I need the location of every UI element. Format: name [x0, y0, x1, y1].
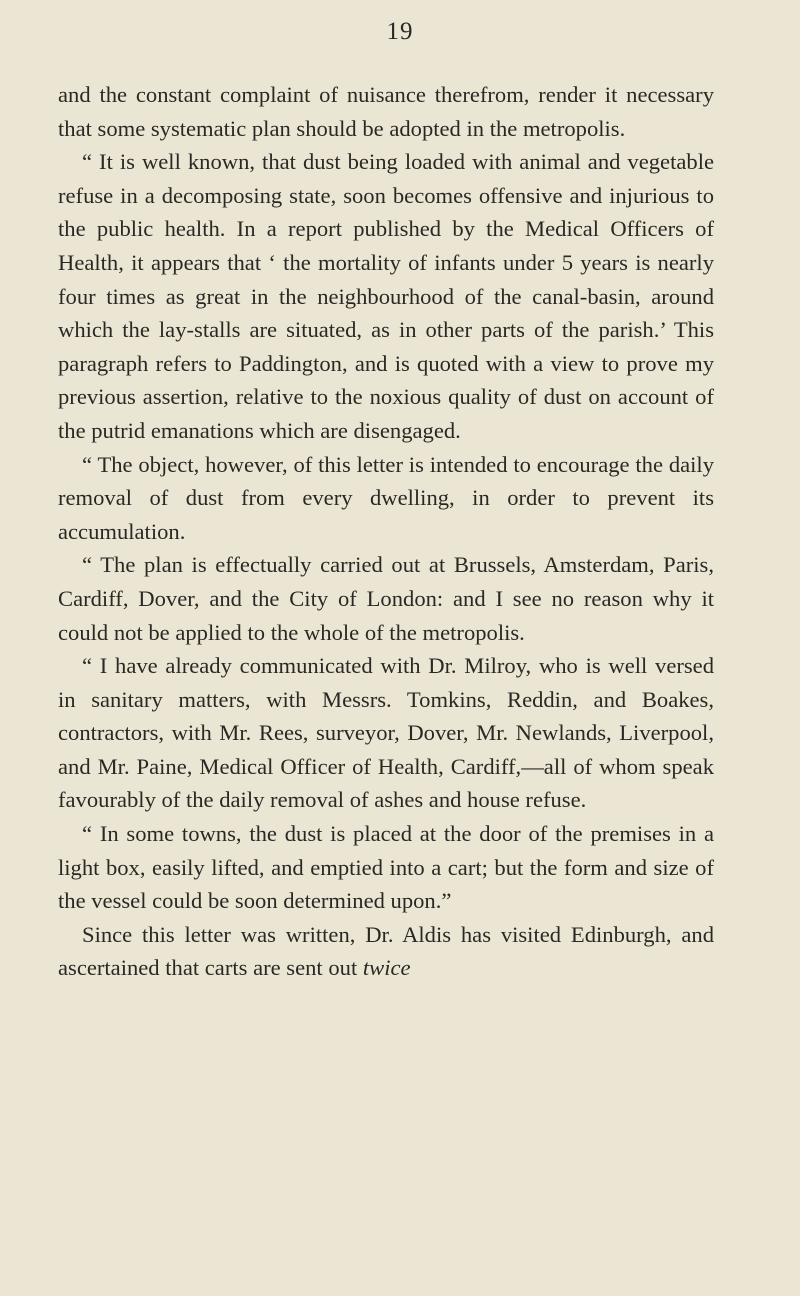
paragraph: “ In some towns, the dust is placed at the door of the premises in a light box, easily lifted, and emptied into a cart; but the form and size of the vessel could be soon determined upon.”: [58, 821, 714, 914]
paragraph-final-italic-word: twice: [362, 955, 411, 981]
paragraph-final: [58, 918, 714, 985]
paragraph: “ The object, however, of this letter is intended to encourage the daily removal of dust from every dwelling, in order to prevent its accumulation.: [58, 451, 714, 544]
body-text: [58, 78, 714, 985]
paragraph: “ I have already communicated with Dr. Milroy, who is well versed in sanitary matters, with Messrs. Tomkins, Reddin, and Boakes, contractors, with Mr. Rees, surveyor, Dover, Mr. Newlands, Liverpool, and Mr. Paine, Medical Officer of Health, Cardiff,—all of whom speak favourably of the daily removal of ashes and house refuse.: [58, 653, 714, 813]
page-number: 19: [386, 18, 414, 45]
paragraph: and the constant complaint of nuisance therefrom, render it necessary that some systematic plan should be adopted in the metropolis.: [58, 82, 714, 141]
paragraph-final-text: Since this letter was written, Dr. Aldis has visited Edinburgh, and ascertained that carts are sent out: [58, 921, 714, 981]
paragraph: “ It is well known, that dust being loaded with animal and vegetable refuse in a decomposing state, soon becomes offensive and injurious to the public health. In a report published by the Medical Officers of Health, it appears that ‘ the mortality of infants under 5 years is nearly four times as great in the neighbourhood of the canal-basin, around which the lay-stalls are situated, as in other parts of the parish.’ This paragraph refers to Paddington, and is quoted with a view to prove my previous assertion, relative to the noxious quality of dust on account of the putrid emanations which are disengaged.: [58, 149, 714, 443]
paragraph: “ The plan is effectually carried out at Brussels, Amsterdam, Paris, Cardiff, Dover, and the City of London: and I see no reason why it could not be applied to the whole of the metropolis.: [58, 552, 714, 645]
